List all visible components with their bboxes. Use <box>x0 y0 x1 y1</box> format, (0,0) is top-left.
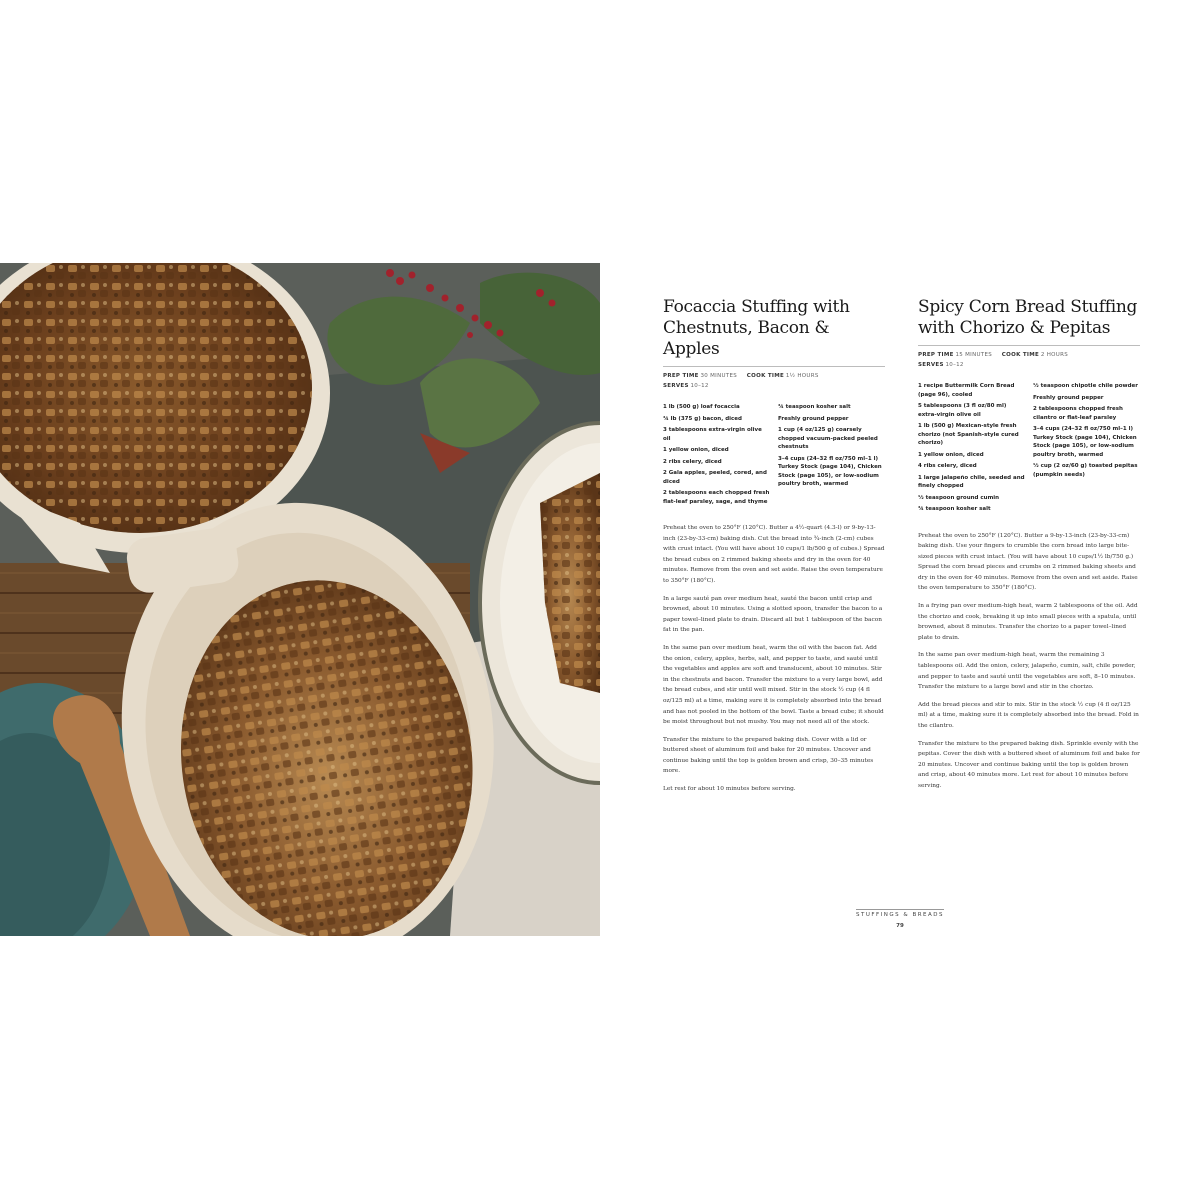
ingredients-column-left <box>663 403 770 509</box>
ingredient: 3 tablespoons extra-virgin olive oil <box>663 427 762 442</box>
ingredient: 5 tablespoons (3 fl oz/80 ml) extra-virgin olive oil <box>918 403 1007 418</box>
recipe-corn-bread-stuffing <box>918 297 1140 799</box>
ingredient: 2 tablespoons each chopped fresh flat-leaf parsley, sage, and thyme <box>663 490 770 505</box>
method-steps <box>663 523 885 795</box>
serves-value: 10–12 <box>945 362 964 368</box>
method-step: Preheat the oven to 250°F (120°C). Butter a 4½-quart (4.3-l) or 9-by-13-inch (23-by-33-cm) baking dish. Cut the bread into ¾-inch (2-cm) cubes with crust intact. (You will have about 10 cups/1 lb/500 g of cubes.) Spread the bread cubes on 2 rimmed baking sheets and dry in the oven for 40 minutes. Remove from the oven and set aside. Raise the oven temperature to 350°F (180°C). <box>663 525 885 584</box>
prep-time-label: PREP TIME <box>918 352 954 358</box>
title-divider <box>918 345 1140 346</box>
recipe-focaccia-stuffing <box>663 297 885 802</box>
page-number: 79 <box>896 923 904 929</box>
recipe-page <box>600 263 1200 936</box>
ingredient: 1 lb (500 g) loaf focaccia <box>663 404 740 410</box>
method-step: Let rest for about 10 minutes before serving. <box>663 786 796 793</box>
serves-value: 10–12 <box>690 383 709 389</box>
ingredient: 4 ribs celery, diced <box>918 463 977 469</box>
page-footer <box>600 901 1200 929</box>
method-step: In the same pan over medium-high heat, warm the remaining 3 tablespoons oil. Add the onion, celery, jalapeño, cumin, salt, chile powder, and pepper to taste and sauté until the vegetables are soft, 8–10 minutes. Transfer the mixture to a large bowl and stir in the chorizo. <box>918 652 1136 691</box>
recipe-meta <box>918 350 1140 370</box>
recipe-title: Focaccia Stuffing with Chestnuts, Bacon & Apples <box>663 297 850 359</box>
method-step: Preheat the oven to 250°F (120°C). Butter a 9-by-13-inch (23-by-33-cm) baking dish. Use your fingers to crumble the corn bread into large bite-sized pieces with crust intact. (You will have about 10 cups/1½ lb/750 g.) Spread the corn bread pieces and crumbs on 2 rimmed baking sheets and dry in the oven for 40 minutes. Remove from the oven and set aside. Raise the oven temperature to 350°F (180°C). <box>918 532 1138 592</box>
ingredients-list <box>918 382 1140 517</box>
ingredients-column-right <box>1033 382 1140 517</box>
ingredient: ½ cup (2 oz/60 g) toasted pepitas (pumpkin seeds) <box>1033 463 1138 478</box>
ingredients-column-left <box>918 382 1025 517</box>
title-divider <box>663 366 885 367</box>
ingredient: 1 lb (500 g) Mexican-style fresh chorizo (not Spanish-style cured chorizo) <box>918 423 1019 446</box>
ingredient: ¾ teaspoon kosher salt <box>778 404 851 410</box>
method-step: In the same pan over medium heat, warm the oil with the bacon fat. Add the onion, celery, apples, herbs, salt, and pepper to taste, and sauté until the vegetables and apples are soft and translucent, about 10 minutes. Stir in the chestnuts and bacon. Transfer the mixture to a very large bowl, add the bread cubes, and stir until well mixed. Stir in the stock ½ cup (4 fl oz/125 ml) at a time, making sure it is completely absorbed into the bread and has not pooled in the bottom of the bowl. Taste a bread cube; it should be moist throughout but not mushy. You may not need all of the stock. <box>663 644 884 726</box>
food-photo <box>0 263 600 936</box>
stuffing-photo-illustration <box>0 263 600 936</box>
ingredient: ½ teaspoon chipotle chile powder <box>1033 383 1138 389</box>
ingredient: 3–4 cups (24–32 fl oz/750 ml–1 l) Turkey Stock (page 104), Chicken Stock (page 105), or low-sodium poultry broth, warmed <box>778 455 882 487</box>
section-title: STUFFINGS & BREADS <box>856 909 944 918</box>
prep-time-value: 30 MINUTES <box>700 373 738 379</box>
ingredient: 1 large jalapeño chile, seeded and finely chopped <box>918 474 1025 489</box>
method-step: Add the bread pieces and stir to mix. Stir in the stock ½ cup (4 fl oz/125 ml) at a time, making sure it is completely absorbed into the bread. Fold in the cilantro. <box>918 701 1139 729</box>
cook-time-label: COOK TIME <box>1001 352 1040 358</box>
book-spread <box>0 263 1200 936</box>
ingredients-list <box>663 403 885 509</box>
ingredient: ½ teaspoon ground cumin <box>918 494 1000 501</box>
recipe-title: Spicy Corn Bread Stuffing with Chorizo & Pepitas <box>918 297 1138 338</box>
ingredient: 2 Gala apples, peeled, cored, and diced <box>663 470 767 485</box>
ingredient: Freshly ground pepper <box>1033 394 1104 401</box>
cook-time-value: 2 HOURS <box>1040 352 1068 358</box>
ingredient: Freshly ground pepper <box>778 415 849 422</box>
prep-time-value: 15 MINUTES <box>955 352 993 358</box>
method-step: In a frying pan over medium-high heat, warm 2 tablespoons of the oil. Add the chorizo and cook, breaking it up into small pieces with a spatula, until browned, about 8 minutes. Transfer the chorizo to a paper towel–lined plate to drain. <box>918 603 1138 641</box>
cook-time-label: COOK TIME <box>746 373 785 379</box>
ingredient: 1 cup (4 oz/125 g) coarsely chopped vacuum-packed peeled chestnuts <box>778 427 878 450</box>
ingredient: ¾ teaspoon kosher salt <box>918 506 991 512</box>
method-steps <box>918 531 1140 792</box>
ingredients-column-right <box>778 403 885 509</box>
ingredient: 1 recipe Buttermilk Corn Bread (page 96), cooled <box>918 383 1015 398</box>
ingredient: 1 yellow onion, diced <box>663 447 729 453</box>
ingredient: ¾ lb (375 g) bacon, diced <box>663 415 742 422</box>
serves-label: SERVES <box>663 383 689 389</box>
method-step: Transfer the mixture to the prepared baking dish. Sprinkle evenly with the pepitas. Cover the dish with a buttered sheet of aluminum foil and bake for 20 minutes. Uncover and continue baking until the top is golden brown and crisp, about 40 minutes more. Let rest for about 10 minutes before serving. <box>918 740 1140 789</box>
ingredient: 2 ribs celery, diced <box>663 458 722 465</box>
method-step: In a large sauté pan over medium heat, sauté the bacon until crisp and browned, about 10 minutes. Using a slotted spoon, transfer the bacon to a paper towel–lined plate to drain. Discard all but 1 tablespoon of the bacon fat in the pan. <box>663 595 883 634</box>
ingredient: 2 tablespoons chopped fresh cilantro or flat-leaf parsley <box>1033 406 1123 421</box>
cook-time-value: 1½ HOURS <box>785 373 819 379</box>
ingredient: 1 yellow onion, diced <box>918 451 984 458</box>
recipe-meta <box>663 371 885 391</box>
method-step: Transfer the mixture to the prepared baking dish. Cover with a lid or buttered sheet of aluminum foil and bake for 20 minutes. Uncover and continue baking until the top is golden brown and crisp, 30–35 minutes more. <box>663 736 874 775</box>
prep-time-label: PREP TIME <box>663 373 699 379</box>
serves-label: SERVES <box>918 362 944 368</box>
ingredient: 3–4 cups (24–32 fl oz/750 ml–1 l) Turkey Stock (page 104), Chicken Stock (page 105), or low-sodium poultry broth, warmed <box>1033 426 1137 458</box>
